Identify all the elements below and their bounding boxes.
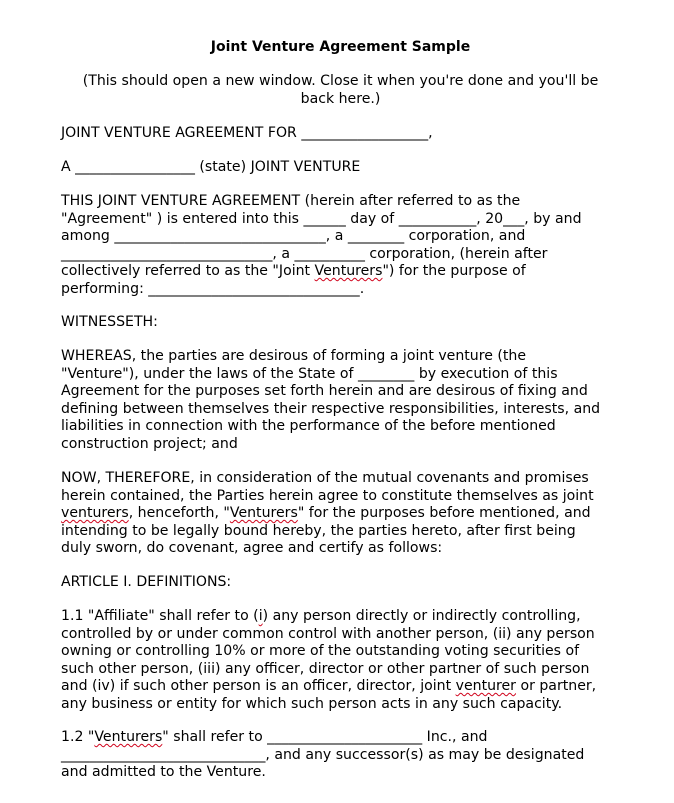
state-line-text: A _________________ (state) JOINT VENTURE xyxy=(61,159,361,175)
intro-line: performing: ______________________________. xyxy=(61,280,365,297)
venturers-line: _____________________________, and any successor(s) as may be designated xyxy=(61,746,585,763)
spellcheck-word: venturers xyxy=(61,505,129,521)
article-heading xyxy=(61,574,621,592)
now-line xyxy=(61,505,621,523)
intro-line: among ______________________________, a ________ corporation, and xyxy=(61,228,526,244)
state-line xyxy=(61,159,621,177)
affiliate-text: and (iv) if such other person is an officer, director, joint xyxy=(61,678,456,694)
venturers-line: and admitted to the Venture. xyxy=(61,764,266,780)
popup-note-line: (This should open a new window. Close it when you're done and you'll be xyxy=(82,73,599,89)
affiliate-line: any business or entity for which such person acts in any such capacity. xyxy=(61,695,563,712)
affiliate-line xyxy=(61,608,621,626)
spellcheck-word: Venturers xyxy=(229,505,298,521)
intro-text: ") for the purpose of xyxy=(382,263,526,279)
whereas-line: defining between themselves their respective responsibilities, interests, and xyxy=(61,400,601,417)
witnesseth-text: WITNESSETH: xyxy=(61,314,158,330)
venturers-definition xyxy=(61,729,621,782)
affiliate-text: 1.1 "Affiliate" shall refer to ( xyxy=(61,608,259,624)
affiliate-line: such other person, (iii) any officer, director or other partner of such person xyxy=(61,660,590,677)
spellcheck-word: Venturers xyxy=(314,263,383,279)
affiliate-line: controlled by or under common control with another person, (ii) any person xyxy=(61,625,595,642)
document-title: Joint Venture Agreement Sample xyxy=(210,39,471,55)
intro-line: ______________________________, a __________ corporation, (herein after xyxy=(61,245,548,262)
agreement-heading-line: JOINT VENTURE AGREEMENT FOR __________________, xyxy=(61,125,433,141)
now-text: , henceforth, " xyxy=(128,505,230,521)
whereas-line: "Venture"), under the laws of the State of ________ by execution of this xyxy=(61,365,558,382)
affiliate-text: ) any person directly or indirectly controlling, xyxy=(262,608,581,624)
now-therefore-paragraph xyxy=(61,470,621,558)
intro-line xyxy=(61,263,621,281)
affiliate-text: or partner, xyxy=(515,678,597,694)
spellcheck-word: Venturers xyxy=(94,729,163,745)
whereas-line: construction project; and xyxy=(61,435,238,452)
now-line: intending to be legally bound hereby, the parties hereto, after first being xyxy=(61,522,576,539)
whereas-line: Agreement for the purposes set forth herein and are desirous of fixing and xyxy=(61,383,588,399)
now-line: herein contained, the Parties herein agree to constitute themselves as joint xyxy=(61,487,594,504)
affiliate-line xyxy=(61,678,621,696)
spellcheck-word: i xyxy=(258,608,263,624)
popup-note xyxy=(60,73,621,108)
whereas-paragraph xyxy=(61,348,621,453)
now-line: duly sworn, do covenant, agree and certify as follows: xyxy=(61,540,443,556)
venturers-line xyxy=(61,729,621,747)
intro-line: THIS JOINT VENTURE AGREEMENT (herein after referred to as the xyxy=(61,193,521,209)
whereas-line: liabilities in connection with the performance of the before mentioned xyxy=(61,418,556,434)
witnesseth-heading xyxy=(61,314,621,332)
article-text: ARTICLE I. DEFINITIONS: xyxy=(61,574,232,590)
venturers-text: " shall refer to ______________________ Inc., and xyxy=(162,729,488,745)
intro-paragraph xyxy=(61,193,621,298)
now-line: NOW, THEREFORE, in consideration of the mutual covenants and promises xyxy=(61,470,589,486)
venturers-text: 1.2 " xyxy=(61,729,95,745)
intro-text: collectively referred to as the "Joint xyxy=(61,263,315,279)
affiliate-line: owning or controlling 10% or more of the outstanding voting securities of xyxy=(61,643,580,659)
affiliate-definition xyxy=(61,608,621,713)
popup-note-line: back here.) xyxy=(300,90,381,107)
whereas-line: WHEREAS, the parties are desirous of forming a joint venture (the xyxy=(61,348,526,364)
intro-line: "Agreement" ) is entered into this ______ day of ___________, 20___, by and xyxy=(61,210,582,227)
agreement-heading xyxy=(61,125,621,143)
now-text: " for the purposes before mentioned, and xyxy=(297,505,591,521)
spellcheck-word: venturer xyxy=(455,678,516,694)
